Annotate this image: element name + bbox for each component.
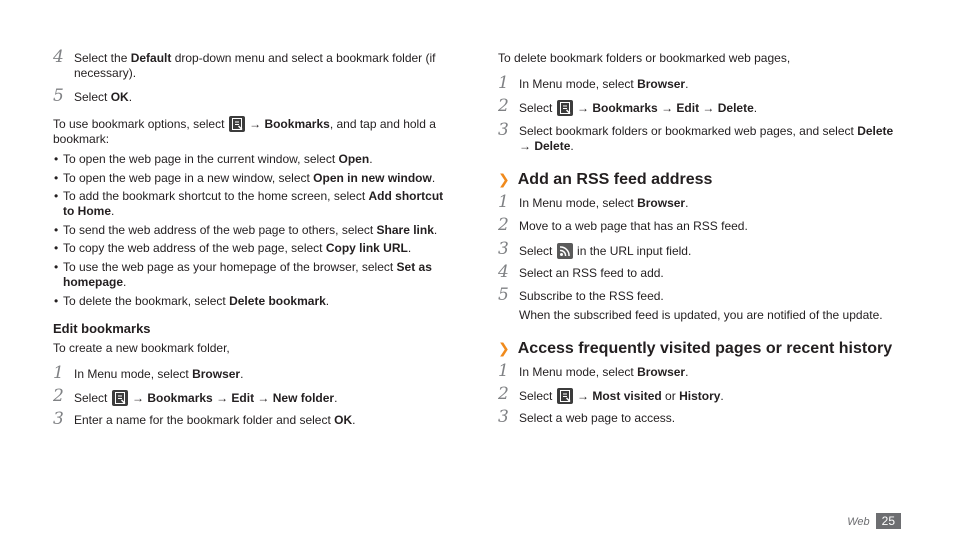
page-number: 25 [876, 513, 901, 529]
step-text: Select the Default drop-down menu and select a bookmark folder (if necessary). [74, 51, 436, 80]
step-text: In Menu mode, select Browser. [519, 77, 689, 91]
list-item: • To open the web page in a new window, select Open in new window. [54, 171, 436, 185]
step-number: 1 [498, 192, 509, 212]
step-number: 2 [498, 384, 509, 404]
step-number: 2 [498, 215, 509, 235]
list-item: • To send the web address of the web page to others, select Share link. [54, 223, 438, 237]
page-footer [847, 513, 901, 529]
step-5 [53, 86, 463, 106]
step-number: 4 [498, 262, 509, 282]
bookmark-options-intro: To use bookmark options, select → Bookmarks, and tap and hold a bookmark: [53, 117, 436, 146]
browser-menu-icon [112, 390, 128, 406]
step-number: 2 [53, 386, 64, 406]
list-item: • To delete the bookmark, select Delete bookmark. [54, 294, 330, 308]
step-text: Enter a name for the bookmark folder and select OK. [74, 413, 356, 427]
rss-step-3 [498, 239, 908, 259]
step-number: 2 [498, 96, 509, 116]
step-number: 5 [498, 285, 509, 305]
edit-step-1 [53, 363, 463, 383]
step-number: 1 [53, 363, 64, 383]
rss-section-heading: ❯ Add an RSS feed address [498, 171, 713, 188]
step-text: Select an RSS feed to add. [519, 266, 664, 280]
browser-menu-icon [229, 116, 245, 132]
step-number: 3 [498, 407, 509, 427]
rss-step-4 [498, 262, 908, 282]
delete-intro: To delete bookmark folders or bookmarked web pages, [498, 51, 791, 65]
rss-step-1 [498, 192, 908, 212]
step-text: Subscribe to the RSS feed. When the subscribed feed is updated, you are notified of the update. [519, 289, 883, 322]
edit-bookmarks-intro: To create a new bookmark folder, [53, 341, 230, 355]
browser-menu-icon [557, 100, 573, 116]
browser-menu-icon [557, 388, 573, 404]
frequent-section-heading: ❯ Access frequently visited pages or recent history [498, 340, 893, 357]
step-text: Select a web page to access. [519, 411, 676, 425]
delete-step-2 [498, 96, 908, 116]
delete-step-3 [498, 120, 908, 154]
edit-bookmarks-heading: Edit bookmarks [53, 321, 151, 336]
rss-step-2 [498, 215, 908, 235]
chevron-right-icon: ❯ [498, 171, 510, 187]
freq-step-2 [498, 384, 908, 404]
rss-step-5 [498, 285, 908, 323]
step-number: 3 [498, 120, 509, 140]
step-text: Select OK. [74, 90, 133, 104]
list-item: • To open the web page in the current window, select Open. [54, 152, 373, 166]
step-number: 3 [53, 409, 64, 429]
step-text: Select bookmark folders or bookmarked web pages, and select Delete → Delete. [519, 124, 894, 153]
step-text: Move to a web page that has an RSS feed. [519, 219, 748, 233]
step-text: Select → Bookmarks → Edit → New folder. [74, 391, 338, 405]
edit-step-2 [53, 386, 463, 406]
list-item: • To add the bookmark shortcut to the home screen, select Add shortcut to Home. [54, 189, 444, 218]
step-number: 4 [53, 47, 64, 67]
step-text: Select → Most visited or History. [519, 389, 724, 403]
step-text: In Menu mode, select Browser. [519, 365, 689, 379]
step-text: In Menu mode, select Browser. [519, 196, 689, 210]
step-number: 3 [498, 239, 509, 259]
step-number: 5 [53, 86, 64, 106]
step-text: Select in the URL input field. [519, 244, 692, 258]
edit-step-3 [53, 409, 463, 429]
freq-step-3 [498, 407, 908, 427]
list-item: • To use the web page as your homepage of the browser, select Set as homepage. [54, 260, 432, 289]
freq-step-1 [498, 361, 908, 381]
chevron-right-icon: ❯ [498, 340, 510, 356]
step-number: 1 [498, 361, 509, 381]
step-text: Select → Bookmarks → Edit → Delete. [519, 101, 758, 115]
step-4 [53, 47, 463, 81]
step-number: 1 [498, 73, 509, 93]
section-label: Web [847, 516, 870, 528]
rss-icon [557, 243, 573, 259]
delete-step-1 [498, 73, 908, 93]
step-text: In Menu mode, select Browser. [74, 367, 244, 381]
list-item: • To copy the web address of the web page, select Copy link URL. [54, 241, 412, 255]
